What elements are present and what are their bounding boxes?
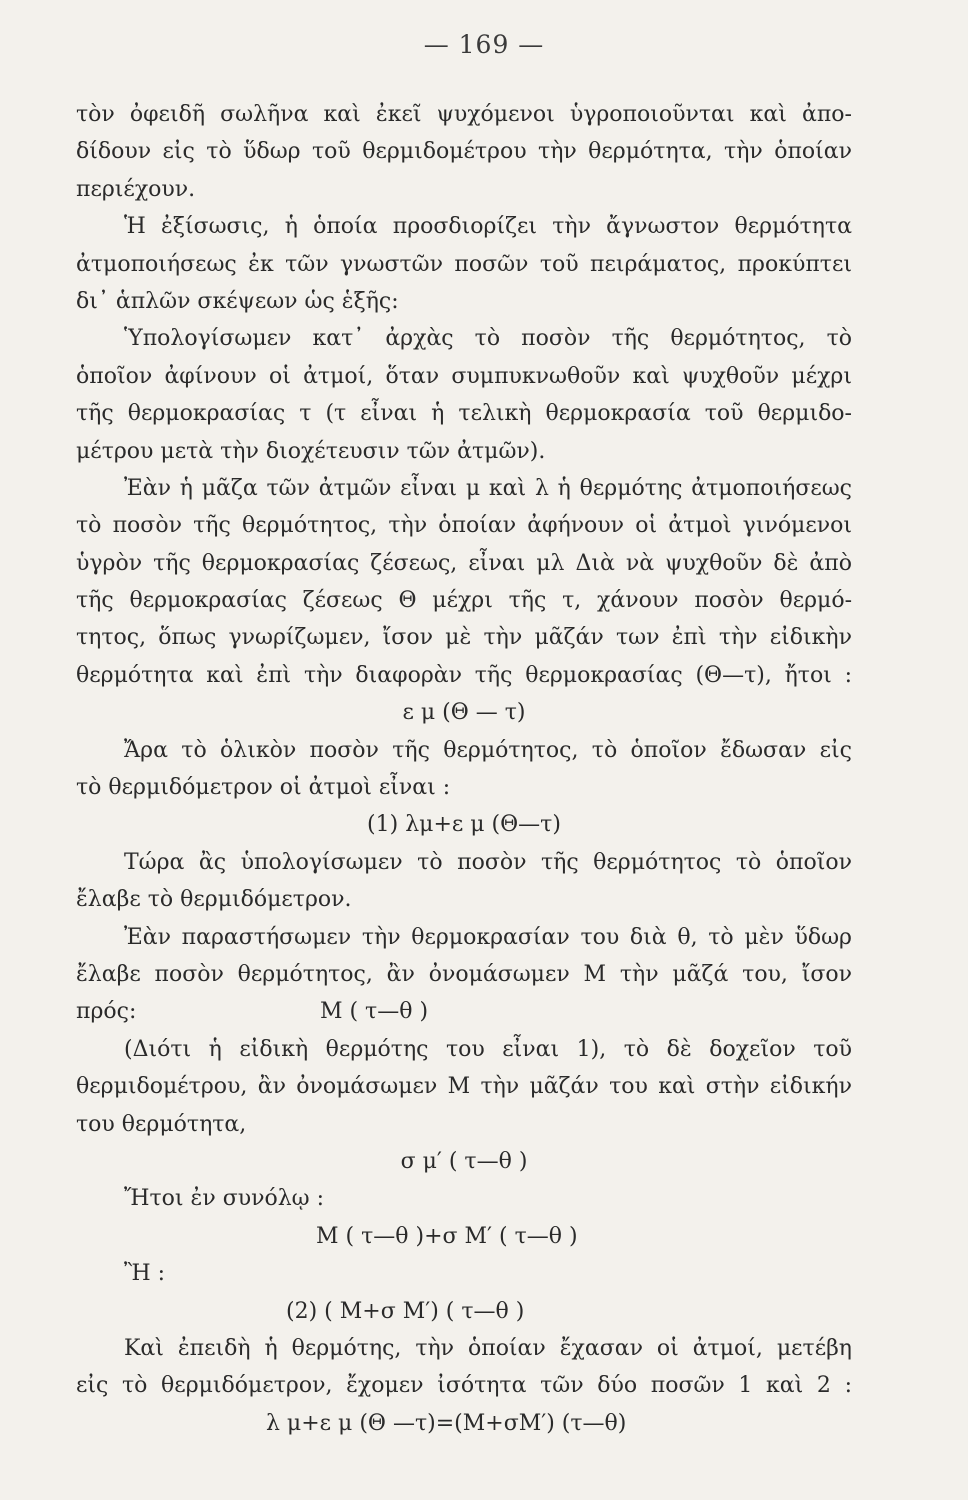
text-line: δίδουν εἰς τὸ ὕδωρ τοῦ θερμιδομέτρου τὴν θερμότητα, τὴν ὁποίαν [76,139,852,165]
paragraph-start: (Διότι ἡ εἰδικὴ θερμότης του εἶναι 1), τὸ δὲ δοχεῖον τοῦ [124,1036,852,1062]
text-line: εἰς τὸ θερμιδόμετρον, ἔχομεν ἰσότητα τῶν δύο ποσῶν 1 καὶ 2 : [76,1373,852,1399]
equation-2: (2) ( Μ+σ Μ′) ( τ—θ ) [286,1298,525,1324]
text-line: τὸ ποσὸν τῆς θερμότητος, τὴν ὁποίαν ἀφήνουν οἱ ἀτμοὶ γινόμενοι [76,513,852,539]
body-text [76,96,852,1442]
paragraph-start: Ὑπολογίσωμεν κατ᾽ ἀρχὰς τὸ ποσὸν τῆς θερμότητος, τὸ [124,326,852,352]
text-line-with-equation [76,993,852,1030]
equation: Μ ( τ—θ )+σ Μ′ ( τ—θ ) [316,1223,578,1249]
text-line: περιέχουν. [76,176,196,202]
text-line: τὸν ὀφειδῆ σωλῆνα καὶ ἐκεῖ ψυχόμενοι ὑγροποιοῦνται καὶ ἀπο- [76,102,852,127]
paragraph-start: Τώρα ἂς ὑπολογίσωμεν τὸ ποσὸν τῆς θερμότητος τὸ ὁποῖον [124,849,852,875]
text-line: ἔλαβε ποσὸν θερμότητος, ἂν ὀνομάσωμεν Μ τὴν μᾶζά του, ἴσον [76,961,852,987]
paragraph-start: Ἐὰν παραστήσωμεν τὴν θερμοκρασίαν του διὰ θ, τὸ μὲν ὕδωρ [124,924,852,950]
equation-1: (1) λμ+ε μ (Θ—τ) [367,812,561,838]
text-line: ἀτμοποιήσεως ἐκ τῶν γνωστῶν ποσῶν τοῦ πειράματος, προκύπτει [76,251,852,277]
text-line: του θερμότητα, [76,1111,247,1137]
paragraph-start: Ἄρα τὸ ὁλικὸν ποσὸν τῆς θερμότητος, τὸ ὁποῖον ἔδωσαν εἰς [124,737,852,763]
paragraph-start: Ἤτοι ἐν συνόλῳ : [124,1186,325,1212]
paragraph-start: Καὶ ἐπειδὴ ἡ θερμότης, τὴν ὁποίαν ἔχασαν οἱ ἀτμοί, μετέβη [124,1335,852,1361]
text-line: ὁποῖον ἀφίνουν οἱ ἀτμοί, ὅταν συμπυκνωθοῦν καὶ ψυχθοῦν μέχρι [76,363,852,389]
equation: Μ ( τ—θ ) [319,999,429,1025]
text-line: ἔλαβε τὸ θερμιδόμετρον. [76,887,352,913]
text-line: ὑγρὸν τῆς θερμοκρασίας ζέσεως, εἶναι μλ Διὰ νὰ ψυχθοῦν δὲ ἀπὸ [76,550,852,576]
page-number: — 169 — [423,30,545,59]
text-line: μέτρου μετὰ τὴν διοχέτευσιν τῶν ἀτμῶν). [76,438,546,464]
final-equation: λ μ+ε μ (Θ —τ)=(Μ+σΜ′) (τ—θ) [266,1410,627,1436]
paragraph-start: Ἐὰν ἡ μᾶζα τῶν ἀτμῶν εἶναι μ καὶ λ ἡ θερμότης ἀτμοποιήσεως [124,475,852,501]
text-line: τητος, ὅπως γνωρίζωμεν, ἴσον μὲ τὴν μᾶζάν των ἐπὶ τὴν εἰδικὴν [76,625,852,651]
text-line: δι᾽ ἁπλῶν σκέψεων ὡς ἑξῆς: [76,288,399,314]
text-line: τὸ θερμιδόμετρον οἱ ἀτμοὶ εἶναι : [76,775,451,801]
equation: σ μ′ ( τ—θ ) [400,1148,528,1174]
text-line: τῆς θερμοκρασίας ζέσεως Θ μέχρι τῆς τ, χάνουν ποσὸν θερμό- [76,588,852,614]
text-line: τῆς θερμοκρασίας τ (τ εἶναι ἡ τελικὴ θερμοκρασία τοῦ θερμιδο- [76,401,852,427]
equation: ε μ (Θ — τ) [402,700,526,726]
paragraph-start: Ἡ ἐξίσωσις, ἡ ὁποία προσδιορίζει τὴν ἄγνωστον θερμότητα [124,214,852,240]
text-fragment: πρός: [76,999,137,1025]
text-line: θερμότητα καὶ ἐπὶ τὴν διαφορὰν τῆς θερμοκρασίας (Θ—τ), ἤτοι : [76,662,852,688]
text-line: θερμιδομέτρου, ἂν ὀνομάσωμεν Μ τὴν μᾶζάν του καὶ στὴν εἰδικήν [76,1074,852,1100]
paragraph-start: Ἢ : [124,1261,166,1287]
